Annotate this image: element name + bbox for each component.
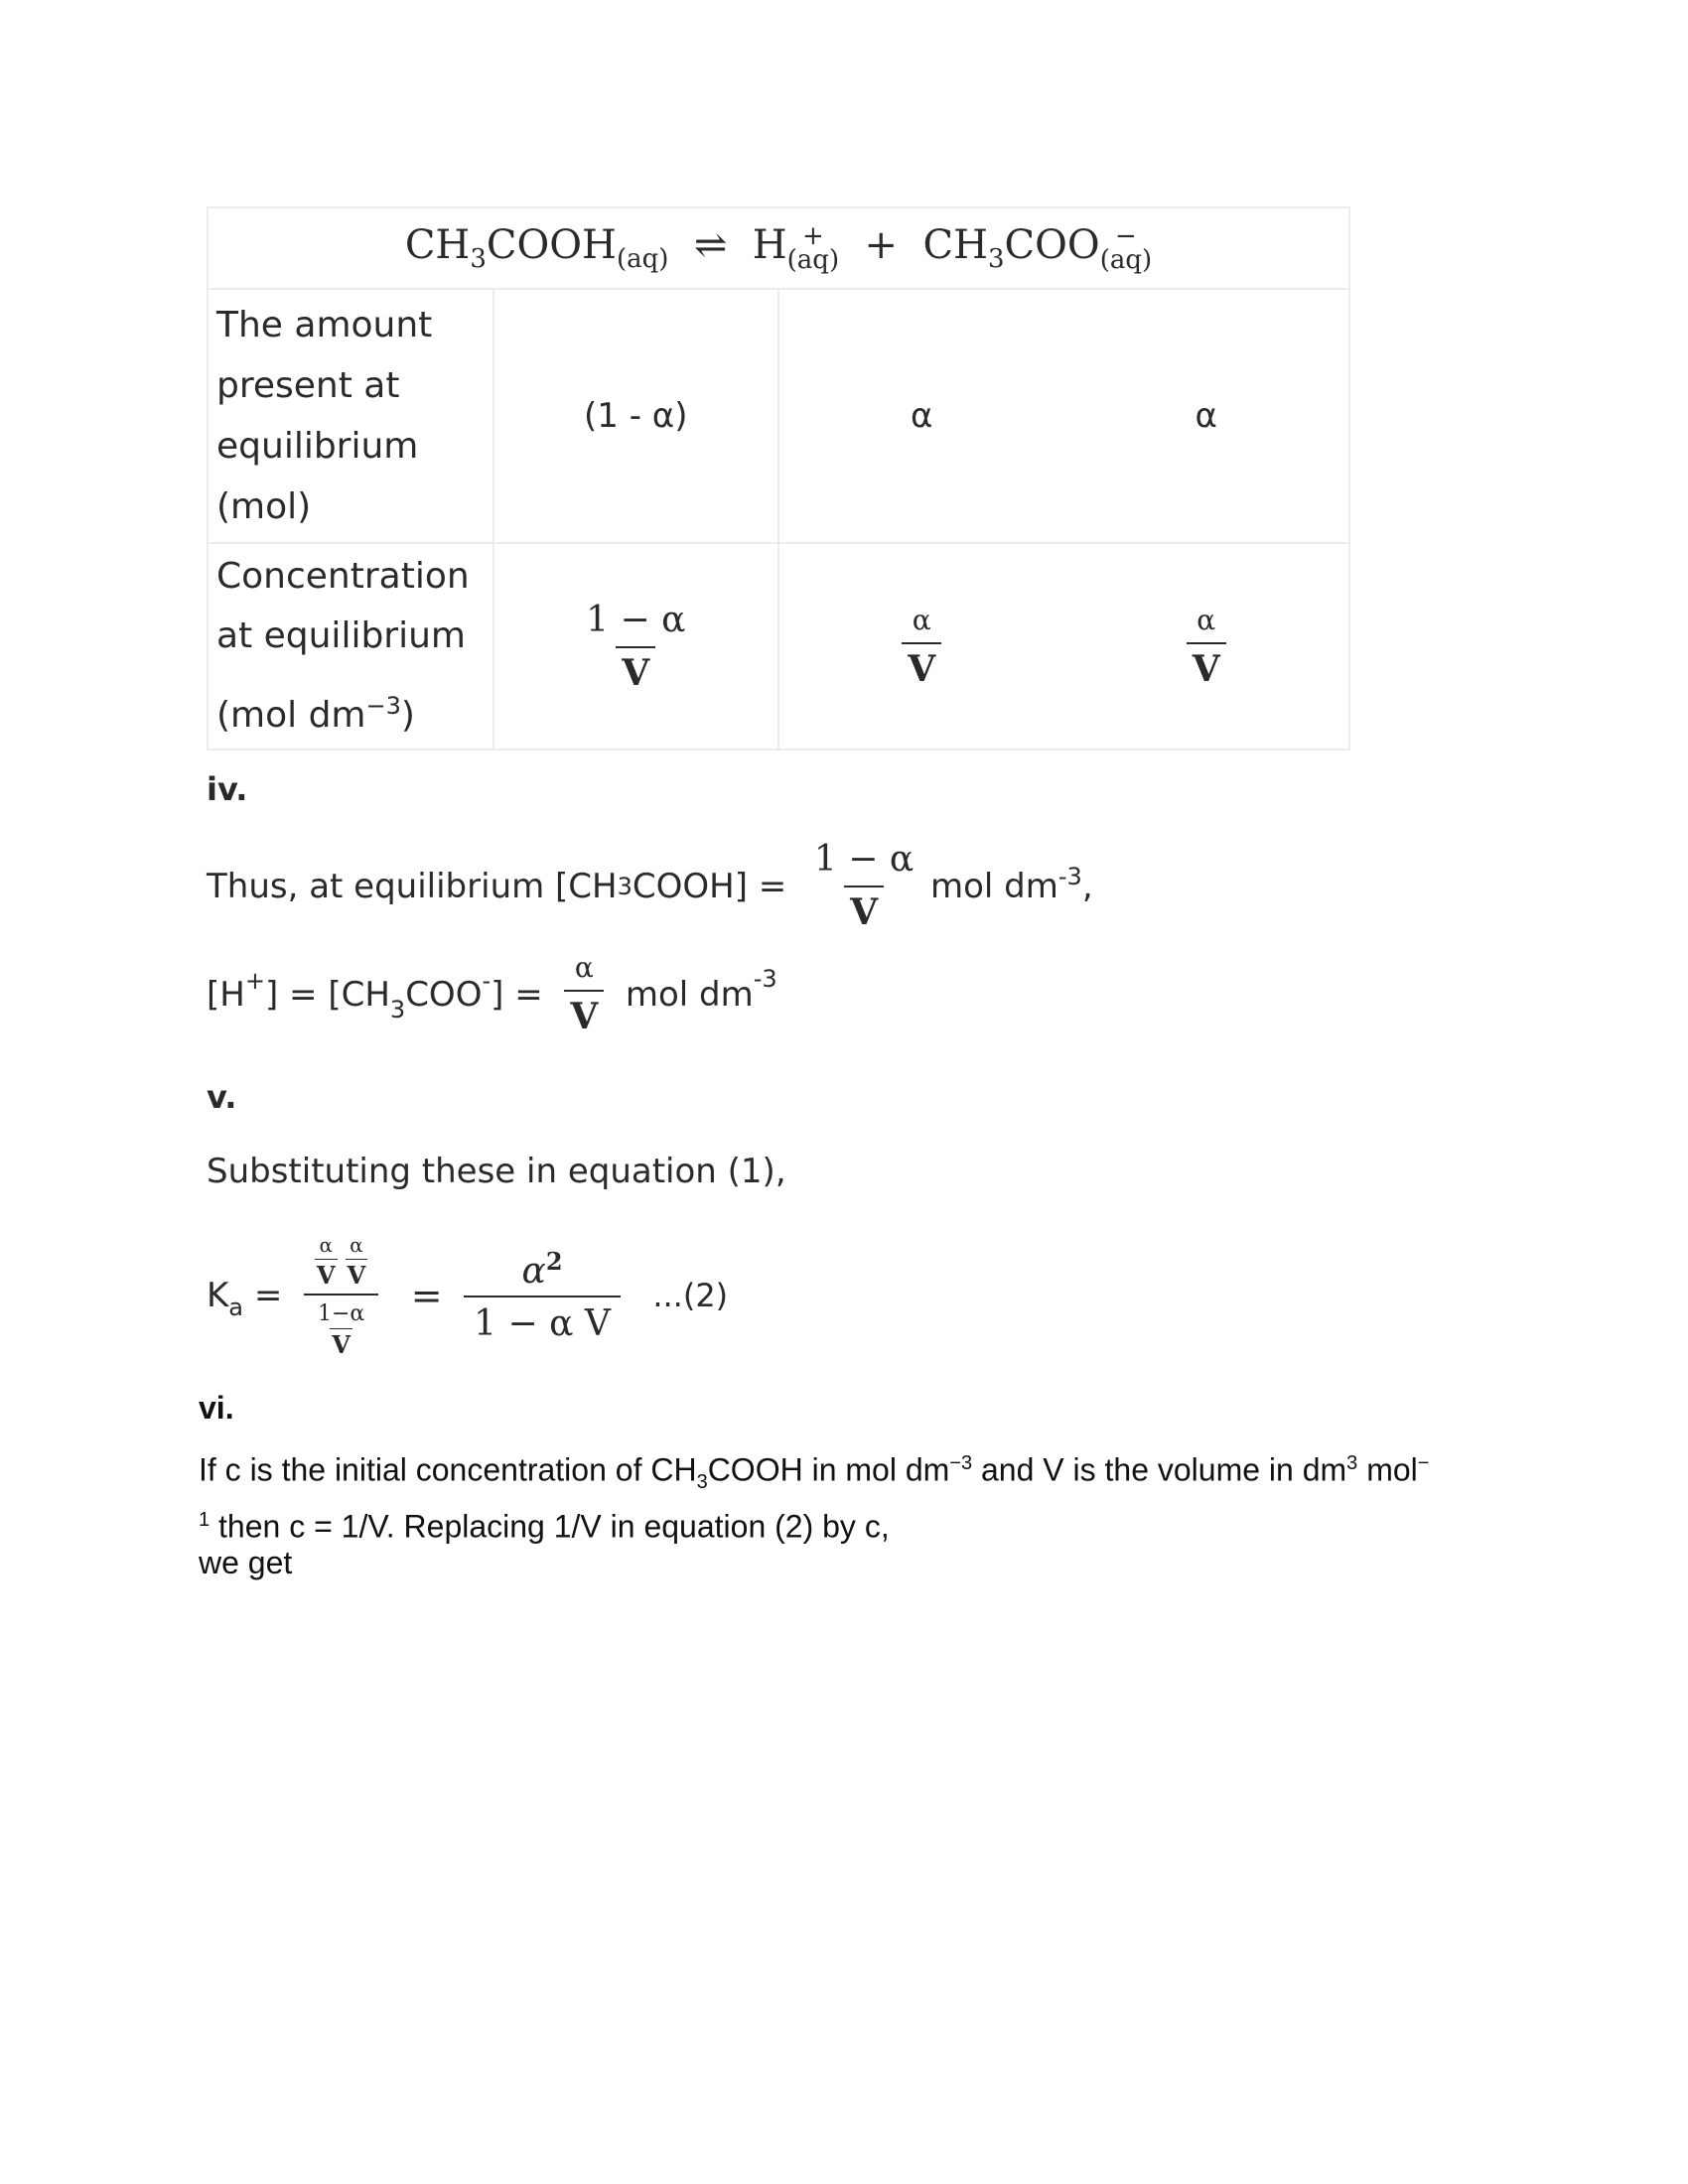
product2-formula: CH	[922, 222, 988, 268]
product2-state: (aq)	[1099, 245, 1153, 275]
denominator: 1 − α V	[464, 1296, 621, 1344]
equilibrium-table	[207, 206, 1350, 751]
label-line: The amount	[216, 305, 433, 345]
reactant-subscript: 3	[470, 244, 487, 274]
numerator: α	[912, 603, 931, 636]
equilibrium-arrow: ⇌	[693, 222, 728, 268]
numerator: α	[350, 1232, 363, 1257]
compound-fraction	[304, 1233, 378, 1359]
amount-reactant: (1 - α)	[493, 289, 779, 543]
product2-formula-rest: COO	[1004, 222, 1100, 268]
fraction	[1187, 604, 1226, 690]
fraction	[580, 600, 691, 694]
label-line: (mol dm	[216, 695, 366, 736]
paragraph-we-get: we get	[199, 1545, 293, 1580]
denominator: V	[316, 1260, 336, 1290]
product1-charge: +	[801, 221, 824, 251]
reactant-formula-rest: COOH	[486, 222, 617, 268]
product1-formula: H	[752, 222, 787, 268]
text: then c = 1/V. Replacing 1/V in equation (2) by c,	[210, 1508, 890, 1545]
label-line: Concentration	[216, 556, 470, 597]
fraction	[902, 604, 941, 690]
paragraph-initial-concentration	[199, 1444, 1509, 1546]
table-row	[208, 543, 1349, 750]
fraction	[346, 1233, 368, 1290]
label-line: at equilibrium	[216, 615, 466, 656]
subscript: 3	[389, 996, 406, 1024]
subscript: a	[228, 1294, 244, 1321]
denominator: V	[616, 646, 655, 694]
superscript: −	[1417, 1452, 1430, 1474]
superscript: 2	[545, 1247, 563, 1276]
superscript: -3	[753, 965, 777, 993]
numerator: 1−α	[317, 1300, 365, 1326]
text: and V is the volume in dm	[972, 1451, 1347, 1488]
unit: mol dm	[930, 866, 1058, 906]
superscript: 3	[1346, 1452, 1358, 1474]
label-line: present at	[216, 365, 400, 406]
equilibrium-acid-concentration	[207, 839, 1093, 933]
text: If c is the initial concentration of CH	[199, 1451, 697, 1488]
text: ] =	[491, 974, 543, 1015]
section-marker-v: v.	[207, 1078, 237, 1116]
concentration-acetate	[1064, 543, 1350, 750]
numerator: 1 − α	[813, 839, 914, 880]
plus-sign: +	[864, 222, 899, 268]
subscript: 3	[696, 1471, 708, 1494]
reaction-equation	[208, 207, 1349, 289]
denominator: V	[347, 1260, 366, 1290]
subscript: 3	[617, 872, 633, 900]
superscript: 1	[199, 1509, 211, 1532]
numerator: α	[319, 1232, 334, 1257]
table-row	[208, 289, 1349, 543]
text: COOH] =	[632, 866, 787, 906]
equation-number: ...(2)	[652, 1277, 729, 1314]
superscript: -3	[1057, 863, 1082, 890]
fraction	[464, 1247, 621, 1344]
fraction	[564, 951, 604, 1037]
fraction	[316, 1301, 366, 1359]
row-label-amount	[208, 289, 493, 543]
text: Thus, at equilibrium [CH	[207, 866, 618, 906]
amount-h-plus: α	[778, 289, 1064, 543]
section-marker-iv: iv.	[207, 770, 248, 808]
reactant-formula: CH	[404, 222, 471, 268]
label-line: equilibrium	[216, 426, 419, 467]
ka-symbol: K	[207, 1276, 229, 1315]
text: ,	[1081, 866, 1093, 906]
substitution-text: Substituting these in equation (1),	[207, 1152, 786, 1191]
denominator: V	[332, 1329, 351, 1359]
denominator: V	[564, 990, 604, 1037]
label-superscript: −3	[365, 692, 401, 720]
reactant-state: (aq)	[616, 244, 669, 274]
label-line-end: )	[400, 695, 415, 736]
product2-subscript: 3	[987, 244, 1005, 274]
equals-sign: =	[410, 1274, 443, 1317]
product1-state: (aq)	[786, 245, 840, 275]
label-line: (mol)	[216, 486, 312, 527]
denominator: V	[844, 886, 884, 933]
row-label-concentration	[208, 543, 493, 750]
fraction	[315, 1233, 338, 1290]
denominator: V	[1187, 642, 1226, 690]
text: COO	[405, 974, 483, 1015]
product2-charge: −	[1115, 221, 1137, 251]
superscript: -	[482, 967, 492, 995]
numerator: α	[521, 1251, 546, 1292]
amount-acetate: α	[1064, 289, 1350, 543]
section-marker-vi: vi.	[199, 1390, 234, 1426]
text: mol	[1357, 1451, 1418, 1488]
equilibrium-ion-concentration	[207, 951, 777, 1037]
denominator: V	[902, 642, 941, 690]
superscript: −3	[949, 1452, 973, 1474]
fraction	[808, 839, 919, 933]
text: [H	[207, 974, 245, 1015]
superscript: +	[244, 967, 265, 995]
numerator: 1 − α	[586, 599, 686, 640]
numerator: α	[1196, 603, 1216, 636]
concentration-h-plus	[778, 543, 1064, 750]
numerator: α	[574, 951, 594, 984]
ka-equation	[207, 1226, 728, 1365]
unit: mol dm	[625, 974, 754, 1015]
concentration-reactant	[493, 543, 779, 750]
text: ] = [CH	[264, 974, 390, 1015]
equals-sign: =	[253, 1276, 283, 1315]
text: COOH in mol dm	[707, 1451, 950, 1488]
